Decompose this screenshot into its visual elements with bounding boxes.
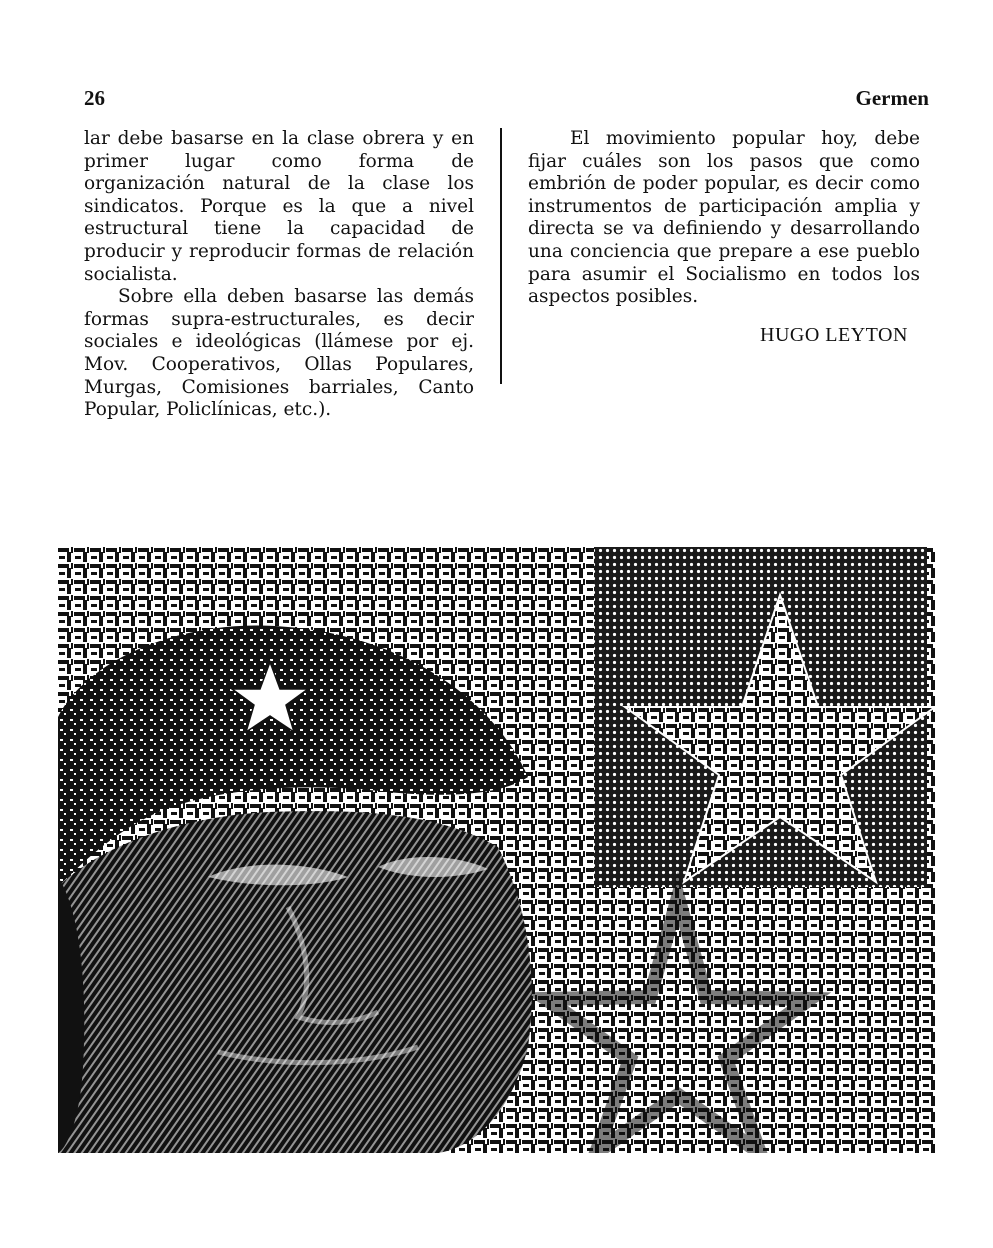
right-paragraph-1: El movimiento popular hoy, debe fijar cuáles son los pasos que como embrión de poder popular, es decir como instrumentos de participación amplia y directa se va definiendo y desarrollando una conciencia que prepare a ese pueblo para asumir el Socialismo en todos los aspectos posibles.: [528, 128, 920, 308]
halftone-illustration-image: [58, 547, 935, 1153]
running-head: Germen: [855, 86, 929, 110]
column-divider: [500, 128, 502, 384]
signature: HUGO LEYTON: [760, 324, 908, 346]
illustration: [58, 547, 935, 1153]
left-paragraph-1: lar debe basarse en la clase obrera y en primer lugar como forma de organización natural de la clase los sindicatos. Porque es la que a nivel estructural tiene la capacidad de producir y reproducir formas de relación socialista.: [84, 128, 474, 285]
left-paragraph-2: Sobre ella deben basarse las demás formas supra-estructurales, es decir sociales e ideológicas (llámese por ej. Mov. Cooperativos, Ollas Populares, Murgas, Comisiones barriales, Canto Popular, Policlínicas, etc.).: [84, 286, 474, 421]
right-column: [528, 128, 920, 309]
left-column: [84, 128, 474, 422]
page-number: 26: [84, 86, 105, 110]
